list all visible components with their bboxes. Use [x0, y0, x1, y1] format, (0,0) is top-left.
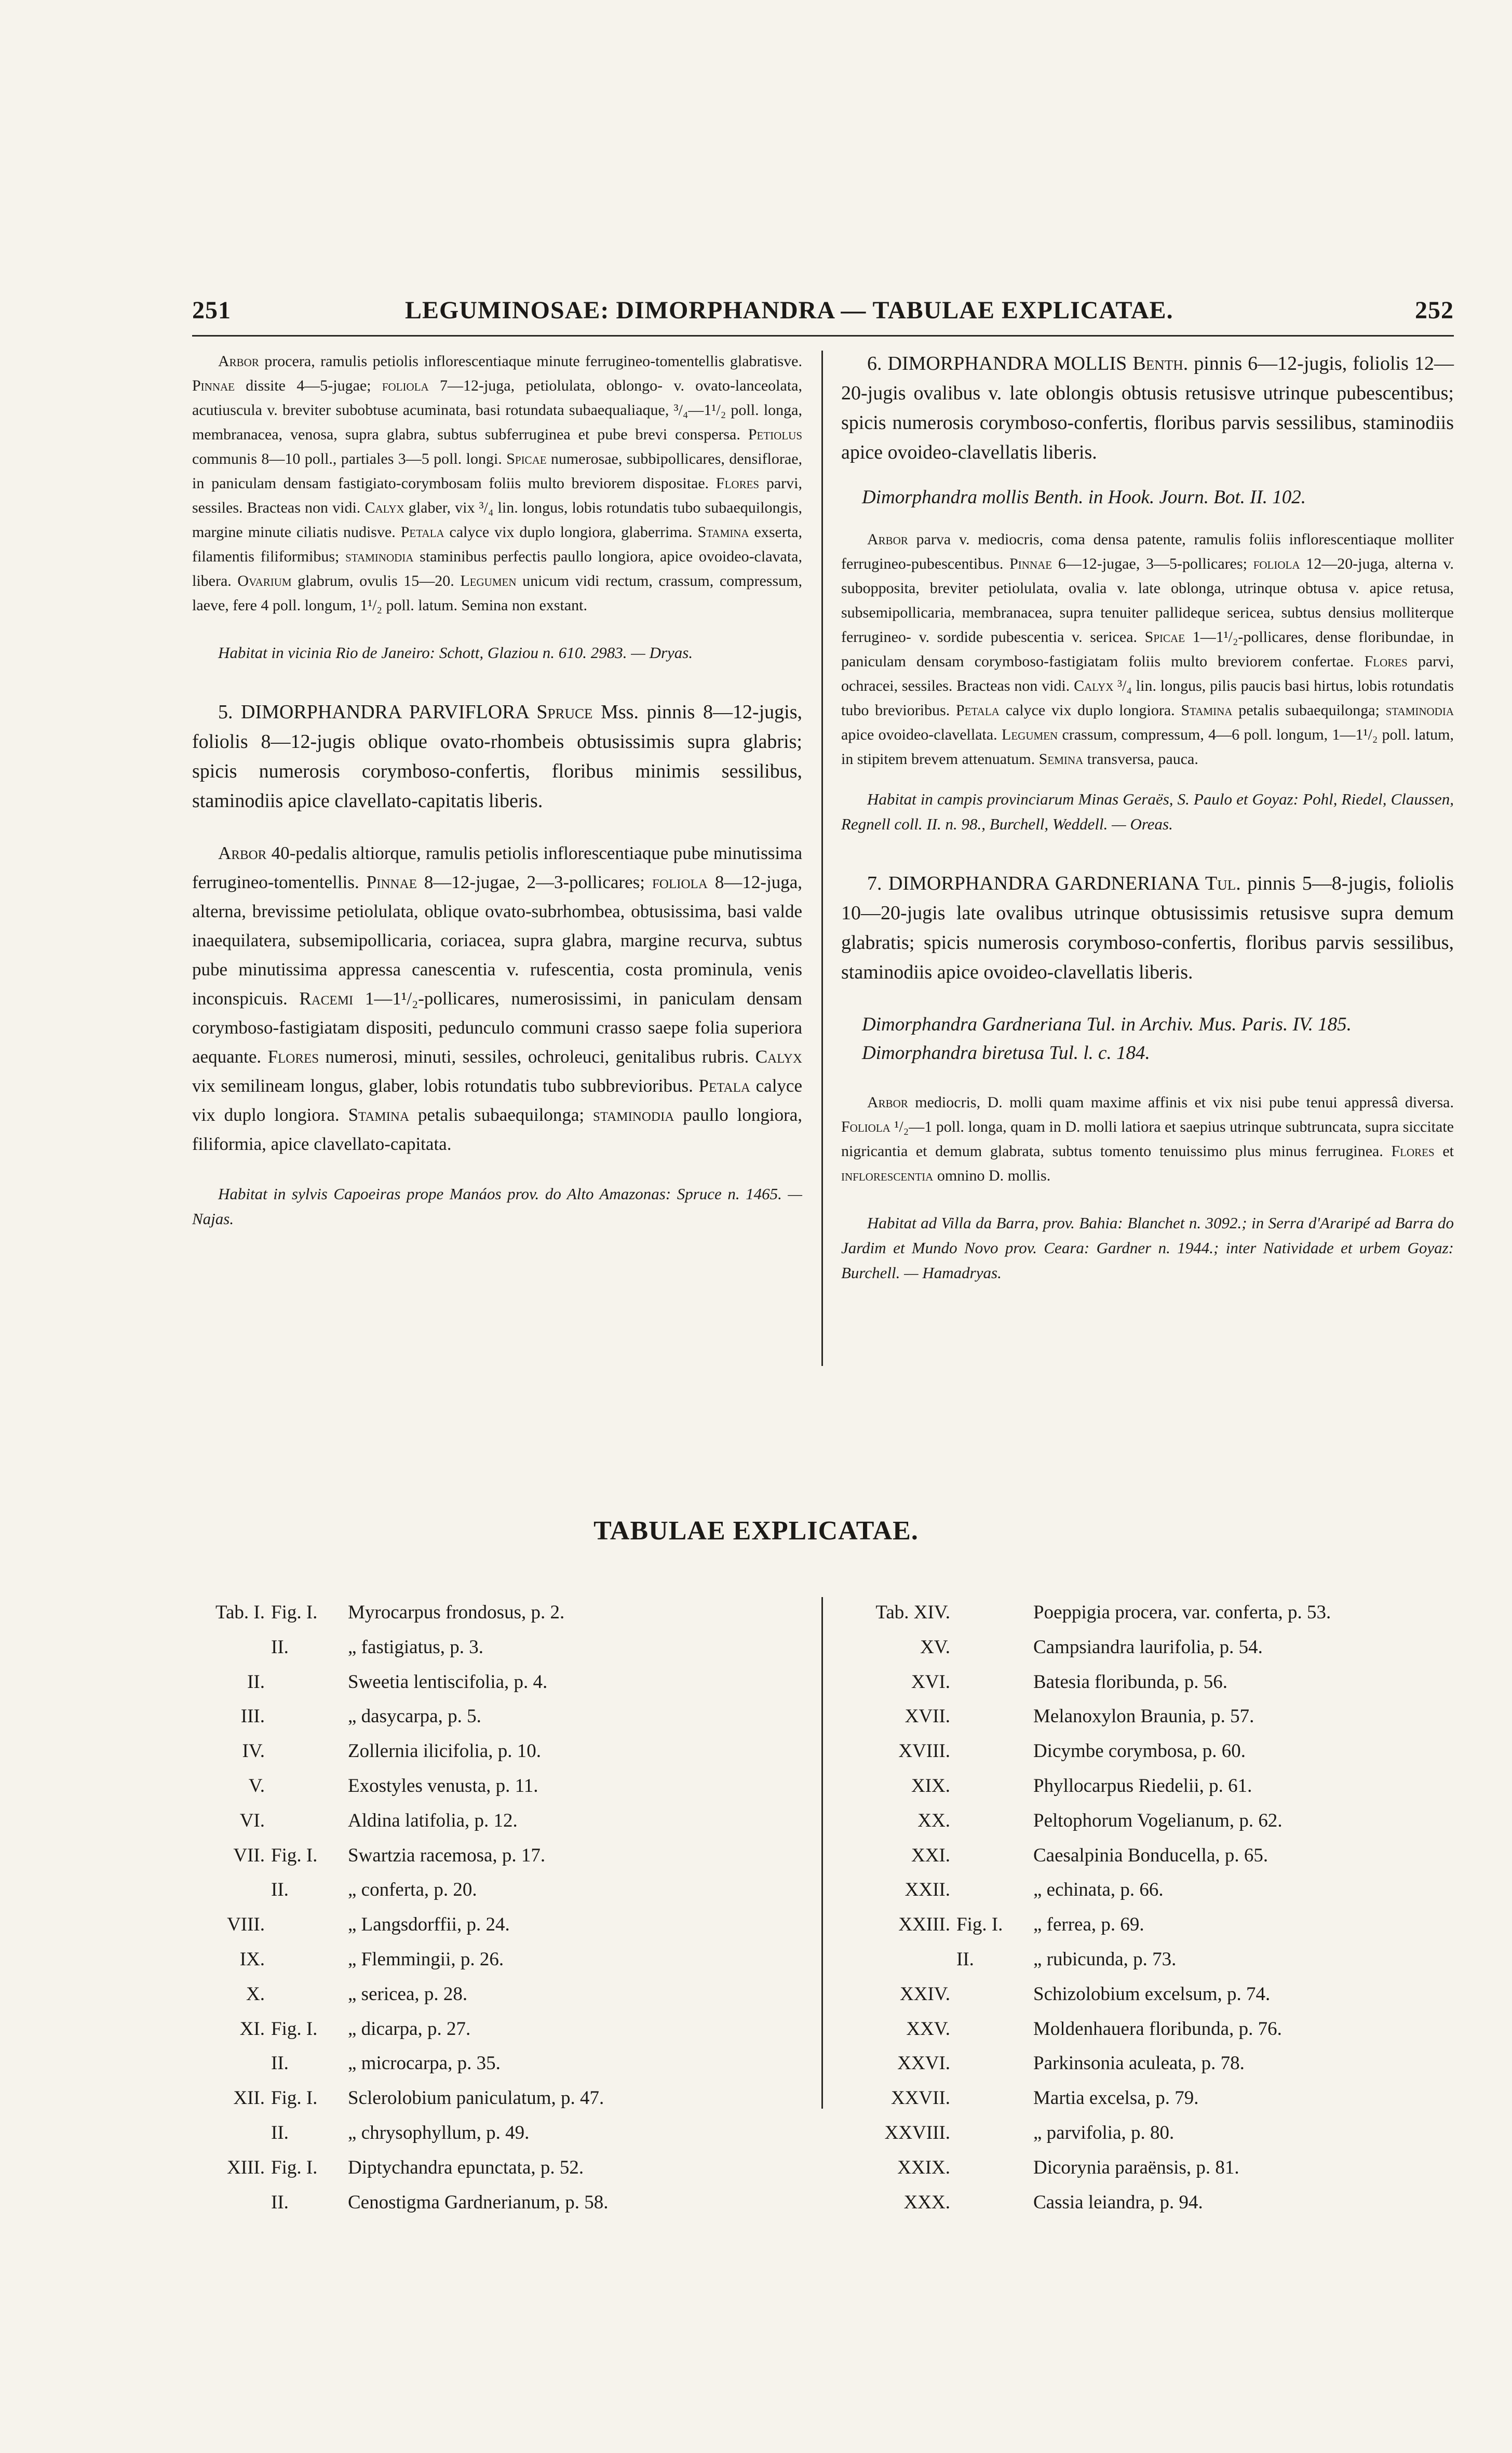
species-heading: 6. DIMORPHANDRA MOLLIS — [867, 353, 1133, 374]
plate-row — [836, 1630, 1454, 1665]
plate-row — [836, 1977, 1454, 2012]
text: omnino D. mollis. — [933, 1167, 1051, 1184]
species-6-diagnosis — [841, 349, 1454, 467]
plate-row — [192, 2116, 805, 2151]
text: 8—12-jugae, 2—3-pollicares; — [416, 872, 652, 892]
plate-row — [192, 2012, 805, 2047]
figure-number — [265, 1665, 344, 1700]
text: numerosae, subbipollicares, densiflorae, in paniculam densam fastigiato-corymbosam foliis multo breviorem dispositae. — [192, 450, 803, 492]
text: glaber, vix ³/₄ lin. longus, lobis rotundatis tubo subaequilongis, margine minute ciliatis nudisve. — [192, 499, 802, 541]
figure-number — [265, 1977, 344, 2012]
text: 1—1¹/₂-pollicares, dense floribundae, in paniculam densam corymboso-fastigiatam foliis multo breviorem confertae. — [841, 628, 1454, 670]
figure-number: II. — [271, 1879, 289, 1901]
plate-caption: „ dasycarpa, p. 5. — [348, 1706, 481, 1727]
tabulae-title: TABULAE EXPLICATAE. — [593, 1516, 919, 1546]
figure-number: Fig. I. — [271, 2156, 318, 2178]
column-divider — [821, 351, 823, 1366]
figure-number — [950, 2046, 1029, 2081]
term-foliola: Foliola — [841, 1118, 890, 1135]
plate-row — [836, 2186, 1454, 2220]
plate-caption: Swartzia racemosa, p. 17. — [348, 1844, 546, 1866]
text: communis 8—10 poll., partiales 3—5 poll. longi. — [192, 450, 507, 467]
text: procera, ramulis petiolis inflorescentiaque minute ferrugineo-tomentellis glabratisve. — [259, 353, 802, 370]
term-calyx: Calyx — [755, 1047, 802, 1067]
plate-caption: „ dicarpa, p. 27. — [348, 2018, 471, 2040]
description-species-6 — [841, 527, 1454, 771]
plate-number: XXVIII. — [884, 2122, 950, 2143]
plate-caption: Sclerolobium paniculatum, p. 47. — [348, 2087, 604, 2109]
plate-row — [836, 1596, 1454, 1630]
text: 1—1¹/₂-pollicares, numerosissimi, in paniculam densam corymboso-fastigiatam dispositi, pedunculo communi crasso saepe folia superiora aequante. — [192, 988, 802, 1067]
text: pinnis 5—8-jugis, foliolis 10—20-jugis late ovalibus utrinque obtusissimis retusisve supra demum glabratis; spicis numerosis corymboso-confertis, floribus parvis sessilibus, staminodiis apice ovoideo-clavellatis liberis. — [841, 873, 1454, 983]
plate-number — [192, 1630, 265, 1665]
synonym-species-7a: Dimorphandra Gardneriana Tul. in Archiv. Mus. Paris. IV. 185. — [862, 1014, 1352, 1035]
text: parvi, ochracei, sessiles. Bracteas non vidi. — [841, 653, 1454, 694]
term-pinnae: Pinnae — [366, 872, 417, 892]
term-arbor: Arbor — [867, 531, 908, 548]
figure-number: II. — [271, 2053, 289, 2074]
figure-number — [950, 1734, 1029, 1769]
plate-caption: Dicymbe corymbosa, p. 60. — [1033, 1740, 1246, 1762]
term-flores: Flores — [267, 1047, 319, 1067]
plate-number: XVIII. — [898, 1740, 950, 1762]
figure-number — [950, 2081, 1029, 2116]
figure-number: II. — [956, 1948, 974, 1970]
author-name: Tul. — [1205, 873, 1241, 894]
plate-row — [836, 1804, 1454, 1839]
page-number-left: 251 — [192, 297, 231, 324]
plate-number: XXII. — [905, 1879, 950, 1901]
term-staminodia: staminodia — [593, 1105, 674, 1125]
plate-row — [836, 1942, 1454, 1977]
text: vix semilineam longus, glaber, lobis rotundatis tubo subbrevioribus. — [192, 1076, 699, 1096]
figure-number: Fig. I. — [271, 2087, 318, 2109]
plate-caption: Caesalpinia Bonducella, p. 65. — [1033, 1844, 1268, 1866]
plate-row — [836, 2151, 1454, 2186]
plate-caption: Aldina latifolia, p. 12. — [348, 1809, 518, 1831]
plate-caption: „ ferrea, p. 69. — [1033, 1914, 1144, 1936]
plate-number — [192, 2046, 265, 2081]
plate-number: XV. — [920, 1636, 950, 1658]
text: petalis subaequilonga; — [409, 1105, 593, 1125]
term-foliola: foliola — [382, 377, 429, 394]
plate-row — [192, 1942, 805, 1977]
term-foliola: foliola — [652, 872, 708, 892]
plate-caption: Zollernia ilicifolia, p. 10. — [348, 1740, 541, 1762]
plate-list-right — [836, 1596, 1454, 2220]
term-staminodia: staminodia — [1385, 702, 1454, 719]
page-number-right: 252 — [1415, 297, 1454, 324]
plate-caption: „ echinata, p. 66. — [1033, 1879, 1164, 1901]
text: ³/₄ lin. longus, pilis paucis basi hirtus, lobis rotundatis tubo brevioribus. — [841, 677, 1454, 719]
plate-number: XXIX. — [897, 2156, 950, 2178]
plate-row — [836, 1839, 1454, 1873]
plate-row — [192, 1665, 805, 1700]
species-heading: 5. DIMORPHANDRA PARVIFLORA — [218, 701, 537, 723]
plate-number: XIX. — [911, 1775, 950, 1797]
text: 40-pedalis altiorque, ramulis petiolis inflorescentiaque pube minutissima ferrugineo-tomentellis. — [192, 843, 802, 892]
figure-number — [265, 1804, 344, 1839]
description-species-7 — [841, 1090, 1454, 1188]
plate-row — [192, 1839, 805, 1873]
figure-number — [950, 1839, 1029, 1873]
figure-number — [950, 2012, 1029, 2047]
text: dissite 4—5-jugae; — [235, 377, 382, 394]
plate-row — [836, 1734, 1454, 1769]
text: pinnis 6—12-jugis, foliolis 12—20-jugis ovalibus v. late oblongis obtusis retusisve utrinque pubescentibus; spicis numerosis corymboso-confertis, floribus parvis sessilibus, staminodiis apice ovoideo-clavellatis liberis. — [841, 353, 1454, 463]
plate-caption: Moldenhauera floribunda, p. 76. — [1033, 2018, 1282, 2040]
plate-caption: Myrocarpus frondosus, p. 2. — [348, 1602, 565, 1623]
text: parvi, sessiles. Bracteas non vidi. — [192, 475, 802, 516]
figure-number — [950, 1769, 1029, 1804]
text: exserta, filamentis filiformibus; — [192, 524, 802, 565]
plate-row — [192, 1596, 805, 1630]
synonym-species-7b: Dimorphandra biretusa Tul. l. c. 184. — [862, 1042, 1150, 1064]
text: glabrum, ovulis 15—20. — [291, 572, 461, 589]
term-inflorescentia: inflorescentia — [841, 1167, 934, 1184]
figure-number — [950, 1699, 1029, 1734]
plate-row — [192, 2046, 805, 2081]
term-flores: Flores — [1364, 653, 1408, 670]
plate-caption: Schizolobium excelsum, p. 74. — [1033, 1983, 1271, 2005]
text: crassum, compressum, 4—6 poll. longum, 1—1¹/₂ poll. latum, in stipitem brevem attenuatum. — [841, 726, 1454, 768]
term-petala: Petala — [698, 1076, 750, 1096]
text: 8—12-juga, alterna, brevissime petiolulata, oblique ovato-subrhombea, obtusissima, basi valde inaequilatera, subsemipollicaria, coriacea, supra glabra, margine recurva, subtus pube minutissima appressa canescentia v. rufescentia, costa prominula, venis inconspicuis. — [192, 872, 803, 1009]
species-5-diagnosis — [192, 698, 802, 816]
tabulae-divider — [821, 1597, 823, 2109]
plate-caption: Martia excelsa, p. 79. — [1033, 2087, 1199, 2109]
text: mediocris, D. molli quam maxime affinis et vix nisi pube tenui appressâ diversa. — [908, 1094, 1454, 1111]
plate-caption: Cenostigma Gardnerianum, p. 58. — [348, 2191, 609, 2213]
plate-number: XXIII. — [898, 1914, 950, 1936]
figure-number — [950, 1873, 1029, 1908]
text: numerosi, minuti, sessiles, ochroleuci, genitalibus rubris. — [319, 1047, 755, 1067]
plate-row — [192, 2186, 805, 2220]
plate-row — [836, 1908, 1454, 1942]
text: petalis subaequilonga; — [1232, 702, 1386, 719]
plate-row — [192, 1873, 805, 1908]
plate-number: Tab. I. — [215, 1602, 265, 1623]
plate-list-left — [192, 1596, 805, 2220]
species-7-diagnosis — [841, 869, 1454, 987]
plate-row — [192, 1630, 805, 1665]
plate-caption: „ sericea, p. 28. — [348, 1983, 468, 2005]
plate-row — [836, 1769, 1454, 1804]
term-flores: Flores — [1391, 1143, 1435, 1160]
text: unicum vidi rectum, crassum, compressum, laeve, fere 4 poll. longum, 1¹/₂ poll. latum. Semina non exstant. — [192, 572, 802, 614]
plate-number: XIII. — [227, 2156, 265, 2178]
plate-number: VII. — [233, 1844, 265, 1866]
plate-caption: „ parvifolia, p. 80. — [1033, 2122, 1174, 2143]
plate-row — [192, 1804, 805, 1839]
plate-caption: Poeppigia procera, var. conferta, p. 53. — [1033, 1602, 1331, 1623]
text: 7—12-juga, petiolulata, oblongo- v. ovato-lanceolata, acutiuscula v. breviter subobtuse acuminata, basi rotundata subaequaliaque, ³/₄—1¹/₂ poll. longa, membranacea, venosa, supra glabra, subtus subferruginea et pube brevi conspersa. — [192, 377, 802, 443]
author-name: Benth. — [1132, 353, 1189, 374]
text: parva v. mediocris, coma densa patente, ramulis foliis inflorescentiaque molliter ferrugineo-pubescentibus. — [841, 531, 1454, 572]
plate-number: XVI. — [911, 1671, 950, 1693]
text: transversa, pauca. — [1083, 750, 1198, 768]
plate-row — [192, 2081, 805, 2116]
figure-number: Fig. I. — [271, 1844, 318, 1866]
plate-caption: Exostyles venusta, p. 11. — [348, 1775, 538, 1797]
figure-number — [950, 1665, 1029, 1700]
figure-number — [265, 1908, 344, 1942]
plate-caption: Peltophorum Vogelianum, p. 62. — [1033, 1809, 1282, 1831]
plate-caption: „ fastigiatus, p. 3. — [348, 1636, 484, 1658]
term-foliola: foliola — [1253, 555, 1300, 572]
header-rule — [192, 335, 1454, 337]
term-petiolus: Petiolus — [748, 426, 802, 443]
plate-number: XII. — [233, 2087, 265, 2109]
plate-number: XXX. — [903, 2191, 950, 2213]
plate-number: XX. — [917, 1809, 950, 1831]
term-petala: Petala — [956, 702, 1000, 719]
figure-number — [950, 2186, 1029, 2220]
plate-number: V. — [248, 1775, 265, 1797]
text: et — [1434, 1143, 1454, 1160]
plate-caption: Cassia leiandra, p. 94. — [1033, 2191, 1203, 2213]
figure-number — [265, 1942, 344, 1977]
plate-caption: „ rubicunda, p. 73. — [1033, 1948, 1177, 1970]
figure-number: II. — [271, 2191, 289, 2213]
term-stamina: Stamina — [697, 524, 749, 541]
figure-number — [950, 1630, 1029, 1665]
term-arbor: Arbor — [867, 1094, 908, 1111]
plate-caption: „ microcarpa, p. 35. — [348, 2053, 501, 2074]
habitat-species-5: Habitat in sylvis Capoeiras prope Manáos prov. do Alto Amazonas: Spruce n. 1465. — Najas. — [192, 1185, 802, 1228]
plate-row — [192, 2151, 805, 2186]
text: paullo longiora, filiformia, apice clavellato-capitata. — [192, 1105, 803, 1154]
figure-number — [950, 2116, 1029, 2151]
right-column — [841, 349, 1454, 1285]
plate-number — [192, 1873, 265, 1908]
plate-number: XI. — [239, 2018, 265, 2040]
figure-number: Fig. I. — [271, 2018, 318, 2040]
habitat-species-4: Habitat in vicinia Rio de Janeiro: Schott, Glaziou n. 610. 2983. — Dryas. — [218, 644, 693, 662]
term-stamina: Stamina — [1181, 702, 1233, 719]
plate-number — [192, 2116, 265, 2151]
plate-number: IV. — [242, 1740, 265, 1762]
figure-number — [950, 1596, 1029, 1630]
plate-row — [836, 1665, 1454, 1700]
plate-number: XXI. — [911, 1844, 950, 1866]
plate-row — [836, 2012, 1454, 2047]
plate-caption: Campsiandra laurifolia, p. 54. — [1033, 1636, 1263, 1658]
plate-number: IX. — [239, 1948, 265, 1970]
text: calyce vix duplo longiora. — [999, 702, 1181, 719]
figure-number — [950, 1977, 1029, 2012]
figure-number — [950, 1804, 1029, 1839]
plate-caption: Phyllocarpus Riedelii, p. 61. — [1033, 1775, 1252, 1797]
plate-row — [836, 1699, 1454, 1734]
plate-caption: „ Langsdorffii, p. 24. — [348, 1914, 510, 1936]
plate-caption: Dicorynia paraënsis, p. 81. — [1033, 2156, 1239, 2178]
term-arbor: Arbor — [218, 843, 267, 863]
species-heading: 7. DIMORPHANDRA GARDNERIANA — [867, 873, 1205, 894]
figure-number — [265, 1699, 344, 1734]
plate-number: X. — [246, 1983, 265, 2005]
figure-number: Fig. I. — [956, 1914, 1003, 1936]
text: calyce vix duplo longiora. — [192, 1076, 802, 1125]
term-racemi: Racemi — [299, 988, 354, 1009]
plate-number: II. — [247, 1671, 265, 1693]
text: staminibus perfectis paullo longiora, apice ovoideo-clavata, libera. — [192, 548, 802, 589]
term-arbor: Arbor — [218, 353, 259, 370]
plate-number: XXVI. — [897, 2053, 950, 2074]
plate-row — [192, 1908, 805, 1942]
term-pinnae: Pinnae — [1009, 555, 1052, 572]
text: calyce vix duplo longiora, glaberrima. — [444, 524, 698, 541]
plate-row — [192, 1769, 805, 1804]
term-ovarium: Ovarium — [237, 572, 292, 589]
plate-caption: Batesia floribunda, p. 56. — [1033, 1671, 1228, 1693]
plate-row — [836, 2116, 1454, 2151]
term-calyx: Calyx — [365, 499, 404, 516]
habitat-species-7: Habitat ad Villa da Barra, prov. Bahia: Blanchet n. 3092.; in Serra d'Araripé ad Barra do Jardim et Mundo Novo prov. Ceara: Gardner n. 1944.; inter Natividade et urbem Goyaz: Burchell. — Hamadryas. — [841, 1214, 1454, 1282]
left-column — [192, 349, 802, 1231]
plate-number — [836, 1942, 950, 1977]
plate-number: XXVII. — [890, 2087, 950, 2109]
text: 6—12-jugae, 3—5-pollicares; — [1052, 555, 1253, 572]
description-species-4 — [192, 349, 802, 618]
text: 12—20-juga, alterna v. subopposita, breviter petiolulata, ovalia v. late oblonga, utrinque obtusa v. apice retusa, subsemipollicaria, membranacea, supra tenuiter pallideque sericea, subtus densius molliterque ferrugineo- v. sordide pubescentia v. sericea. — [841, 555, 1454, 646]
term-spicae: Spicae — [1144, 628, 1185, 646]
text: ¹/₂—1 poll. longa, quam in D. molli latiora et saepius utrinque subtruncata, supra siccitate nigricantia et demum glabrata, subtus tomento tenuissimo plus minus ferruginea. — [841, 1118, 1454, 1160]
figure-number — [265, 1769, 344, 1804]
plate-caption: Sweetia lentiscifolia, p. 4. — [348, 1671, 548, 1693]
figure-number: II. — [271, 1636, 289, 1658]
plate-row — [192, 1699, 805, 1734]
figure-number: Fig. I. — [271, 1602, 318, 1623]
synonym-species-6: Dimorphandra mollis Benth. in Hook. Journ. Bot. II. 102. — [862, 487, 1306, 508]
plate-number: Tab. XIV. — [875, 1602, 950, 1623]
plate-row — [836, 1873, 1454, 1908]
plate-number: XXIV. — [900, 1983, 950, 2005]
habitat-species-6: Habitat in campis provinciarum Minas Geraës, S. Paulo et Goyaz: Pohl, Riedel, Claussen, Regnell coll. II. n. 98., Burchell, Weddell. — Oreas. — [841, 790, 1454, 833]
term-flores: Flores — [716, 475, 760, 492]
plate-caption: Melanoxylon Braunia, p. 57. — [1033, 1706, 1254, 1727]
plate-number: VI. — [239, 1809, 265, 1831]
plate-number: VIII. — [227, 1914, 265, 1936]
text: Mss. pinnis 8—12-jugis, foliolis 8—12-jugis oblique ovato-rhombeis obtusissimis supra glabris; spicis numerosis corymboso-confertis, floribus minimis sessilibus, staminodiis apice clavellato-capitatis liberis. — [192, 701, 803, 812]
plate-row — [192, 1977, 805, 2012]
description-species-5 — [192, 839, 802, 1159]
text: apice ovoideo-clavellata. — [841, 726, 1002, 743]
plate-number — [192, 2186, 265, 2220]
plate-row — [192, 1734, 805, 1769]
plate-caption: „ Flemmingii, p. 26. — [348, 1948, 504, 1970]
term-staminodia: staminodia — [345, 548, 414, 565]
figure-number — [265, 1734, 344, 1769]
plate-caption: Parkinsonia aculeata, p. 78. — [1033, 2053, 1245, 2074]
term-legumen: Legumen — [460, 572, 517, 589]
plate-number: III. — [240, 1706, 265, 1727]
figure-number: II. — [271, 2122, 289, 2143]
term-semina: Semina — [1038, 750, 1084, 768]
plate-number: XXV. — [906, 2018, 950, 2040]
plate-caption: „ conferta, p. 20. — [348, 1879, 477, 1901]
plate-caption: „ chrysophyllum, p. 49. — [348, 2122, 530, 2143]
running-title: LEGUMINOSAE: DIMORPHANDRA — TABULAE EXPLICATAE. — [405, 297, 1173, 324]
term-calyx: Calyx — [1074, 677, 1114, 694]
running-head — [192, 296, 1454, 332]
term-pinnae: Pinnae — [192, 377, 235, 394]
term-legumen: Legumen — [1002, 726, 1058, 743]
author-name: Spruce — [536, 701, 593, 723]
plate-number: XVII. — [905, 1706, 950, 1727]
term-stamina: Stamina — [348, 1105, 410, 1125]
plate-row — [836, 2046, 1454, 2081]
figure-number — [950, 2151, 1029, 2186]
plate-caption: Diptychandra epunctata, p. 52. — [348, 2156, 584, 2178]
plate-row — [836, 2081, 1454, 2116]
term-spicae: Spicae — [506, 450, 547, 467]
term-petala: Petala — [400, 524, 444, 541]
